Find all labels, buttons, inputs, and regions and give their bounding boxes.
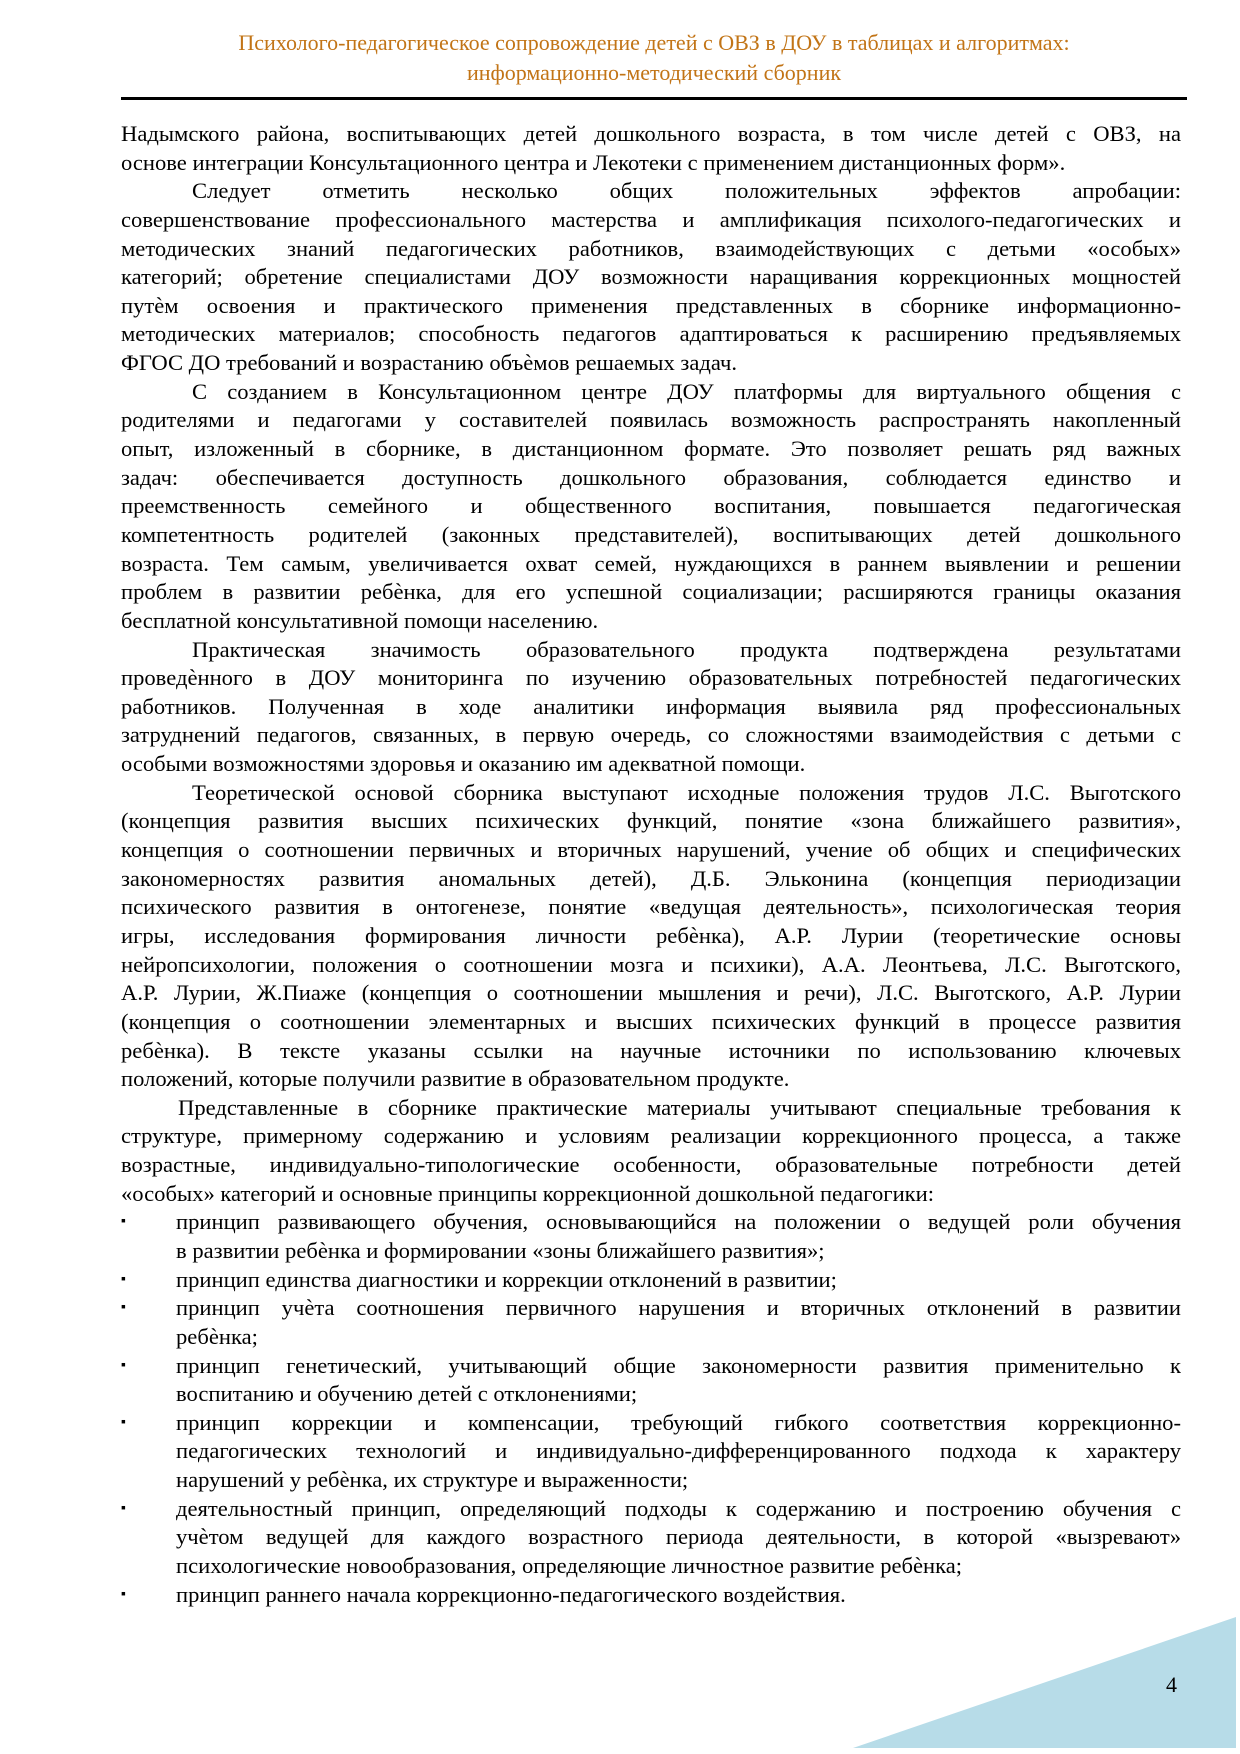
list-item [121,1352,1181,1409]
paragraph-line: нейропсихологии, положения о соотношении мозга и психики), А.А. Леонтьева, Л.С. Выготского, [121,951,1181,977]
list-item-line: воспитанию и обучению детей с отклонениями; [176,1381,638,1407]
list-item-line: принцип генетический, учитывающий общие закономерности развития применительно к [176,1352,1181,1378]
paragraph-line: основе интеграции Консультационного центра и Лекотеки с применением дистанционных форм». [121,149,1066,175]
bullet-icon: ▪ [121,1586,126,1602]
bullet-icon: ▪ [121,1500,126,1516]
paragraph-line: ФГОС ДО требований и возрастанию объѐмов решаемых задач. [121,350,737,376]
paragraph-line: проведѐнного в ДОУ мониторинга по изучению образовательных потребностей педагогических [121,665,1181,691]
list-item [121,1581,1181,1610]
paragraph-line: Следует отметить несколько общих положительных эффектов апробации: [192,178,1181,204]
paragraph-line: закономерностях развития аномальных детей), Д.Б. Эльконина (концепция периодизации [121,865,1181,891]
paragraph-line: положений, которые получили развитие в образовательном продукте. [121,1066,790,1092]
paragraph [121,120,1181,177]
paragraph [121,779,1181,1094]
header-title-line2: информационно-методический сборник [466,60,842,85]
paragraph-line: затруднений педагогов, связанных, в первую очередь, со сложностями взаимодействия с детьми с [121,722,1181,748]
paragraph-line: совершенствование профессионального мастерства и амплификация психолого-педагогических и [121,206,1181,232]
paragraph-line: работников. Полученная в ходе аналитики информация выявила ряд профессиональных [121,693,1181,719]
paragraph-line: С созданием в Консультационном центре ДОУ платформы для виртуального общения с [192,378,1181,404]
list-item-line: принцип раннего начала коррекционно-педагогического воздействия. [176,1581,846,1607]
paragraph-line: игры, исследования формирования личности ребѐнка), А.Р. Лурии (теоретические основы [121,922,1181,948]
paragraph [121,378,1181,636]
bullet-icon: ▪ [121,1214,126,1230]
list-item-line: нарушений у ребѐнка, их структуре и выраженности; [176,1467,689,1493]
list-item [121,1266,1181,1295]
list-item [121,1409,1181,1495]
list-item-line: деятельностный принцип, определяющий подходы к содержанию и построению обучения с [176,1495,1181,1521]
paragraph-line: (концепция о соотношении элементарных и высших психических функций в процессе развития [121,1008,1181,1034]
paragraph-line: структуре, примерному содержанию и условиям реализации коррекционного процесса, а также [121,1123,1181,1149]
paragraph-line: категорий; обретение специалистами ДОУ возможности наращивания коррекционных мощностей [121,264,1181,290]
list-item [121,1495,1181,1581]
paragraph-line: возрастные, индивидуально-типологические особенности, образовательные потребности детей [121,1152,1181,1178]
paragraph-line: Представленные в сборнике практические материалы учитывают специальные требования к [178,1094,1181,1120]
paragraph-line: Практическая значимость образовательного продукта подтверждена результатами [192,636,1181,662]
paragraph-line: путѐм освоения и практического применения представленных в сборнике информационно- [121,292,1181,318]
paragraph-line: (концепция развития высших психических функций, понятие «зона ближайшего развития», [121,808,1181,834]
paragraph-line: особыми возможностями здоровья и оказанию им адекватной помощи. [121,751,806,777]
paragraph [121,177,1181,377]
list-item-line: принцип учѐта соотношения первичного нарушения и вторичных отклонений в развитии [176,1295,1181,1321]
paragraph-line: опыт, изложенный в сборнике, в дистанционном формате. Это позволяет решать ряд важных [121,436,1181,462]
page-number: 4 [1166,1672,1177,1697]
document-body [121,120,1181,1609]
list-item-line: принцип коррекции и компенсации, требующий гибкого соответствия коррекционно- [176,1409,1181,1435]
paragraph-line: Теоретической основой сборника выступают исходные положения трудов Л.С. Выготского [192,779,1181,805]
paragraph [121,636,1181,779]
list-item-line: учѐтом ведущей для каждого возрастного периода деятельности, в которой «вызревают» [176,1524,1181,1550]
paragraph-line: психического развития в онтогенезе, понятие «ведущая деятельность», психологическая теория [121,894,1181,920]
paragraph-line: задач: обеспечивается доступность дошкольного образования, соблюдается единство и [121,464,1181,490]
list-item-line: принцип развивающего обучения, основывающийся на положении о ведущей роли обучения [176,1209,1181,1235]
list-item-line: в развитии ребѐнка и формировании «зоны ближайшего развития»; [176,1237,825,1263]
paragraph-line: «особых» категорий и основные принципы коррекционной дошкольной педагогики: [121,1180,935,1206]
bullet-icon: ▪ [121,1300,126,1316]
paragraph-line: бесплатной консультативной помощи населению. [121,607,599,633]
list-item [121,1294,1181,1351]
paragraph-line: А.Р. Лурии, Ж.Пиаже (концепция о соотношении мышления и речи), Л.С. Выготского, А.Р. Лурии [121,980,1181,1006]
principles-list [121,1208,1181,1609]
list-item-line: ребѐнка; [176,1323,258,1349]
list-item [121,1208,1181,1265]
paragraph-line: концепция о соотношении первичных и вторичных нарушений, учение об общих и специфических [121,837,1181,863]
paragraph-line: Надымского района, воспитывающих детей дошкольного возраста, в том числе детей с ОВЗ, на [121,121,1181,146]
bullet-icon: ▪ [121,1414,126,1430]
running-header [121,28,1187,88]
paragraph [121,1094,1181,1209]
paragraph-line: методических материалов; способность педагогов адаптироваться к расширению предъявляемых [121,321,1181,347]
paragraph-line: родителями и педагогами у составителей появилась возможность распространять накопленный [121,407,1181,433]
bullet-icon: ▪ [121,1357,126,1373]
paragraph-line: проблем в развитии ребѐнка, для его успешной социализации; расширяются границы оказания [121,579,1181,605]
list-item-line: принцип единства диагностики и коррекции отклонений в развитии; [176,1266,837,1292]
bullet-icon: ▪ [121,1271,126,1287]
paragraph-line: ребѐнка). В тексте указаны ссылки на научные источники по использованию ключевых [121,1037,1181,1063]
paragraph-line: преемственность семейного и общественного воспитания, повышается педагогическая [121,493,1181,519]
list-item-line: педагогических технологий и индивидуально-дифференцированного подхода к характеру [176,1438,1181,1464]
header-title-line1: Психолого-педагогическое сопровождение детей с ОВЗ в ДОУ в таблицах и алгоритмах: [238,30,1070,55]
list-item-line: психологические новообразования, определяющие личностное развитие ребѐнка; [176,1553,963,1579]
paragraph-line: возраста. Тем самым, увеличивается охват семей, нуждающихся в раннем выявлении и решении [121,550,1181,576]
paragraph-line: компетентность родителей (законных представителей), воспитывающих детей дошкольного [121,521,1181,547]
header-divider [121,97,1187,100]
paragraph-line: методических знаний педагогических работников, взаимодействующих с детьми «особых» [121,235,1181,261]
